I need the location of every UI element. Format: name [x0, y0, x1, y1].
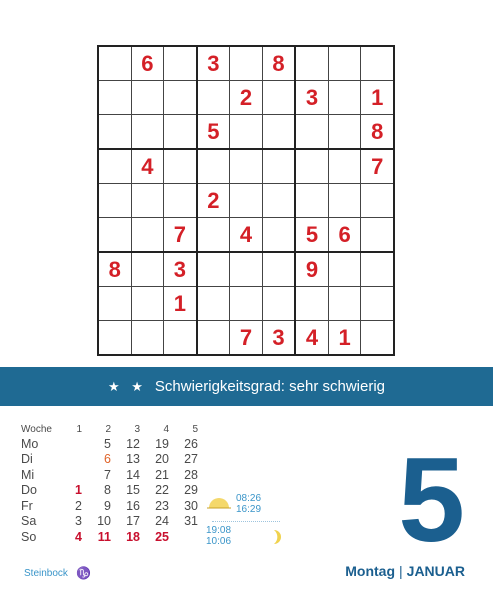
calendar-day: 14 — [126, 467, 140, 482]
sudoku-cell — [230, 149, 263, 184]
calendar-row — [21, 467, 198, 483]
sudoku-cell — [361, 184, 394, 218]
moonset-time: 10:06 — [206, 536, 232, 547]
sudoku-cell: 5 — [197, 115, 230, 150]
sudoku-cell — [197, 287, 230, 321]
sudoku-cell — [361, 46, 394, 81]
sudoku-cell: 8 — [361, 115, 394, 150]
week-number: 3 — [134, 423, 140, 435]
sudoku-cell — [164, 184, 197, 218]
sudoku-cell — [197, 252, 230, 287]
calendar-day — [53, 452, 82, 468]
month-calendar — [21, 422, 198, 545]
calendar-day: 16 — [126, 498, 140, 513]
calendar-row — [21, 529, 198, 545]
sudoku-cell: 1 — [164, 287, 197, 321]
sudoku-row — [98, 252, 394, 287]
sudoku-cell: 3 — [164, 252, 197, 287]
sudoku-row — [98, 218, 394, 253]
calendar-day: 29 — [184, 483, 198, 498]
moonrise-time: 19:08 — [206, 525, 232, 536]
weekday-label: Mo — [21, 436, 39, 451]
sudoku-cell — [164, 149, 197, 184]
sudoku-cell — [131, 184, 164, 218]
calendar-row — [21, 514, 198, 530]
sudoku-cell — [230, 252, 263, 287]
day-number: 5 — [398, 433, 465, 567]
sudoku-cell — [197, 81, 230, 115]
sudoku-cell — [361, 252, 394, 287]
calendar-day: 4 — [75, 529, 82, 544]
sudoku-cell — [98, 149, 131, 184]
sudoku-cell — [131, 287, 164, 321]
calendar-row — [21, 498, 198, 514]
sudoku-cell — [230, 46, 263, 81]
weekday-label: Sa — [21, 514, 37, 529]
sudoku-cell — [295, 184, 328, 218]
calendar-day: 11 — [97, 529, 111, 544]
calendar-day: 25 — [155, 529, 169, 544]
calendar-day: 3 — [75, 514, 82, 529]
sudoku-grid — [97, 45, 395, 356]
sudoku-cell: 7 — [361, 149, 394, 184]
calendar-day: 1 — [75, 483, 82, 498]
sudoku-row — [98, 81, 394, 115]
week-number: 1 — [76, 423, 82, 435]
sudoku-cell — [230, 287, 263, 321]
sudoku-cell — [361, 321, 394, 356]
sudoku-cell — [295, 46, 328, 81]
sudoku-cell — [164, 81, 197, 115]
calendar-day: 22 — [155, 483, 169, 498]
calendar-day: 13 — [126, 452, 140, 467]
sudoku-cell — [328, 252, 361, 287]
calendar-day: 23 — [155, 498, 169, 513]
sudoku-cell — [131, 321, 164, 356]
calendar-day — [53, 436, 82, 452]
sudoku-cell — [262, 252, 295, 287]
sudoku-cell — [361, 287, 394, 321]
weekday-label: Do — [21, 483, 37, 498]
sudoku-row — [98, 287, 394, 321]
sudoku-cell — [197, 321, 230, 356]
calendar-day: 6 — [104, 452, 111, 467]
sudoku-cell: 7 — [164, 218, 197, 253]
sudoku-cell — [164, 115, 197, 150]
calendar-day: 5 — [104, 436, 111, 451]
sudoku-cell — [197, 149, 230, 184]
sudoku-cell — [164, 321, 197, 356]
sudoku-cell — [262, 115, 295, 150]
sudoku-cell: 2 — [230, 81, 263, 115]
sudoku-cell — [262, 218, 295, 253]
calendar-row — [21, 483, 198, 499]
calendar-day: 9 — [104, 498, 111, 513]
weekday: Montag — [345, 563, 396, 579]
calendar-day: 20 — [155, 452, 169, 467]
weekday-label: Fr — [21, 498, 33, 513]
calendar-row — [21, 452, 198, 468]
calendar-day: 27 — [184, 452, 198, 467]
sudoku-cell: 9 — [295, 252, 328, 287]
sudoku-cell — [262, 184, 295, 218]
weekday-label: So — [21, 529, 37, 544]
calendar-day: 15 — [126, 483, 140, 498]
calendar-day: 24 — [155, 514, 169, 529]
sudoku-cell — [295, 149, 328, 184]
moon-icon — [266, 527, 286, 547]
week-number: 4 — [163, 423, 169, 435]
sudoku-row — [98, 321, 394, 356]
sudoku-cell: 5 — [295, 218, 328, 253]
calendar-day: 8 — [104, 483, 111, 498]
sunset-time: 16:29 — [236, 504, 262, 515]
calendar-day: 7 — [104, 467, 111, 482]
sudoku-cell — [328, 184, 361, 218]
sudoku-cell — [328, 81, 361, 115]
sudoku-cell: 6 — [328, 218, 361, 253]
sudoku-cell: 4 — [131, 149, 164, 184]
sudoku-cell: 3 — [197, 46, 230, 81]
calendar-day: 28 — [184, 467, 198, 482]
sudoku-cell — [98, 46, 131, 81]
sudoku-cell — [131, 81, 164, 115]
weekday-month — [345, 563, 465, 579]
sudoku-cell — [230, 184, 263, 218]
sudoku-cell — [230, 115, 263, 150]
sunrise-icon — [206, 493, 232, 515]
sudoku-cell: 2 — [197, 184, 230, 218]
difficulty-banner — [0, 367, 493, 406]
week-number: 2 — [105, 423, 111, 435]
week-number: 5 — [192, 423, 198, 435]
sudoku-cell — [164, 46, 197, 81]
sudoku-cell: 8 — [262, 46, 295, 81]
calendar-day: 30 — [184, 498, 198, 513]
calendar-day — [53, 467, 82, 483]
capricorn-icon: ♑ — [76, 566, 91, 580]
calendar-day: 21 — [155, 467, 169, 482]
calendar-row — [21, 436, 198, 452]
sudoku-cell — [98, 321, 131, 356]
sudoku-cell — [295, 115, 328, 150]
sudoku-row — [98, 46, 394, 81]
sunrise-time: 08:26 — [236, 493, 262, 504]
calendar-day: 17 — [126, 514, 140, 529]
sudoku-cell: 3 — [262, 321, 295, 356]
calendar-day: 26 — [184, 436, 198, 451]
sudoku-cell — [98, 81, 131, 115]
calendar-day: 31 — [184, 514, 198, 529]
sudoku-cell — [328, 46, 361, 81]
star-icons: ★ ★ — [107, 378, 147, 394]
divider — [212, 521, 280, 522]
sun-times — [206, 493, 262, 520]
calendar-day: 19 — [155, 436, 169, 451]
sudoku-cell: 8 — [98, 252, 131, 287]
difficulty-text: Schwierigkeitsgrad: sehr schwierig — [154, 378, 385, 395]
month: JANUAR — [406, 563, 465, 579]
sudoku-cell — [328, 149, 361, 184]
sudoku-cell: 7 — [230, 321, 263, 356]
sudoku-cell — [295, 287, 328, 321]
zodiac-name: Steinbock — [24, 568, 68, 579]
sudoku-cell — [98, 184, 131, 218]
sudoku-cell — [262, 149, 295, 184]
sudoku-cell — [197, 218, 230, 253]
week-header: Woche — [21, 423, 52, 435]
sudoku-cell — [262, 287, 295, 321]
calendar-day — [169, 529, 198, 545]
separator: | — [399, 563, 403, 579]
sudoku-cell — [98, 218, 131, 253]
sudoku-cell: 1 — [361, 81, 394, 115]
sudoku-row — [98, 149, 394, 184]
sudoku-cell — [328, 287, 361, 321]
sudoku-cell — [131, 252, 164, 287]
weekday-label: Mi — [21, 467, 35, 482]
sudoku-cell: 4 — [230, 218, 263, 253]
sudoku-row — [98, 184, 394, 218]
sudoku-cell — [131, 218, 164, 253]
calendar-day: 12 — [126, 436, 140, 451]
sudoku-cell: 3 — [295, 81, 328, 115]
sudoku-cell — [361, 218, 394, 253]
sudoku-row — [98, 115, 394, 150]
calendar-header — [21, 422, 198, 436]
weekday-label: Di — [21, 452, 33, 467]
sudoku-cell: 1 — [328, 321, 361, 356]
sudoku-cell — [328, 115, 361, 150]
sudoku-cell: 6 — [131, 46, 164, 81]
sudoku-cell — [262, 81, 295, 115]
sudoku-cell: 4 — [295, 321, 328, 356]
calendar-day: 2 — [75, 498, 82, 513]
sudoku-cell — [98, 115, 131, 150]
calendar-day: 10 — [97, 514, 111, 529]
sudoku-cell — [131, 115, 164, 150]
sudoku-cell — [98, 287, 131, 321]
calendar-day: 18 — [126, 529, 140, 544]
